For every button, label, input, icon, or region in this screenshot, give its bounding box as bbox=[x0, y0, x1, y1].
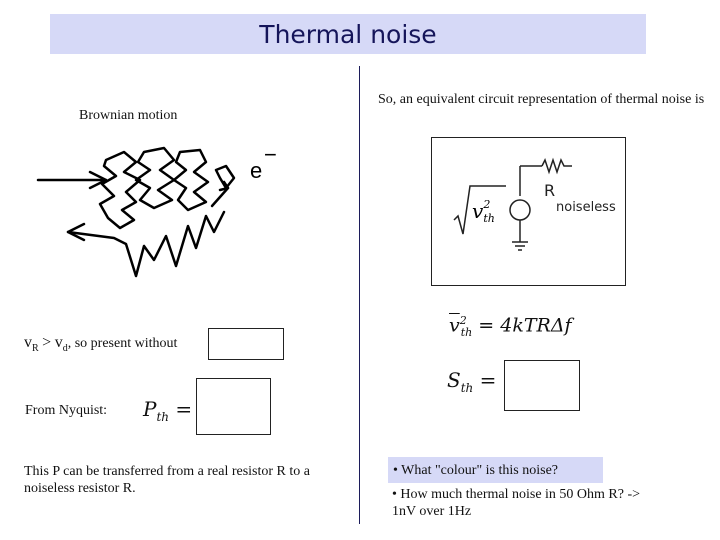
thermal-noise-formula: $v^2_{th} = 4kTR\Delta f$ bbox=[449, 314, 572, 340]
spectral-answer-box bbox=[504, 360, 580, 411]
circuit-diagram-box bbox=[431, 137, 626, 286]
blank-answer-box bbox=[208, 328, 284, 360]
spectral-density-formula: $S_{th}$ = bbox=[447, 368, 497, 395]
voltage-source-icon bbox=[510, 200, 530, 220]
electron-label: e bbox=[250, 158, 263, 183]
title-bar bbox=[50, 14, 646, 54]
noiseless-label: noiseless bbox=[556, 200, 616, 215]
nyquist-formula: $P_{th}$ = bbox=[143, 397, 193, 424]
nyquist-answer-box bbox=[196, 378, 271, 435]
ground-icon bbox=[512, 242, 528, 250]
brownian-motion-sketch bbox=[28, 140, 290, 290]
column-divider bbox=[359, 66, 360, 524]
electron-path bbox=[174, 150, 208, 210]
resistor-label: R bbox=[544, 181, 556, 200]
source-label: $v^2$ th bbox=[472, 198, 495, 225]
circuit-intro-text: So, an equivalent circuit representation of thermal noise is bbox=[378, 92, 705, 107]
page-title: Thermal noise bbox=[259, 19, 437, 49]
brownian-label: Brownian motion bbox=[79, 108, 178, 123]
electron-path bbox=[100, 152, 140, 228]
drift-comparison: $v_R > v_d$, so present without bbox=[24, 334, 178, 354]
return-path bbox=[68, 212, 224, 276]
resistor-icon bbox=[542, 160, 572, 172]
electron-sign: − bbox=[264, 142, 277, 167]
noise-magnitude-question: • How much thermal noise in 50 Ohm R? -> 1nV over 1Hz bbox=[392, 487, 641, 519]
noise-circuit-diagram bbox=[432, 138, 625, 285]
colour-question: • What "colour" is this noise? bbox=[388, 457, 603, 483]
electron-path bbox=[136, 148, 174, 208]
transfer-text: This P can be transferred from a real resistor R to a noiseless resistor R. bbox=[24, 464, 310, 496]
nyquist-label: From Nyquist: bbox=[25, 403, 108, 418]
